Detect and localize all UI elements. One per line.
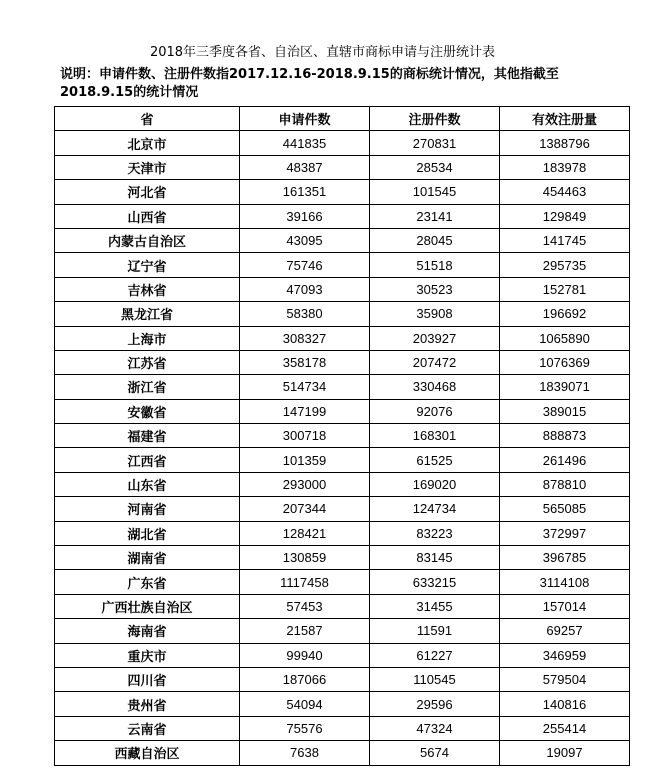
registrations-cell: 51518 — [370, 253, 500, 277]
registrations-cell: 5674 — [370, 741, 500, 765]
applications-cell: 207344 — [240, 497, 370, 521]
province-cell: 北京市 — [55, 131, 240, 155]
province-cell: 浙江省 — [55, 375, 240, 399]
province-cell: 黑龙江省 — [55, 302, 240, 326]
registrations-cell: 47324 — [370, 716, 500, 740]
valid-registrations-cell: 152781 — [500, 277, 630, 301]
table-row — [55, 350, 630, 374]
province-cell: 重庆市 — [55, 643, 240, 667]
province-cell: 湖北省 — [55, 521, 240, 545]
applications-cell: 75746 — [240, 253, 370, 277]
applications-cell: 161351 — [240, 180, 370, 204]
valid-registrations-cell: 3114108 — [500, 570, 630, 594]
valid-registrations-cell: 140816 — [500, 692, 630, 716]
applications-cell: 293000 — [240, 472, 370, 496]
statistics-table — [54, 106, 630, 766]
header-registrations: 注册件数 — [370, 107, 500, 131]
registrations-cell: 83145 — [370, 546, 500, 570]
registrations-cell: 83223 — [370, 521, 500, 545]
province-cell: 贵州省 — [55, 692, 240, 716]
registrations-cell: 270831 — [370, 131, 500, 155]
registrations-cell: 11591 — [370, 619, 500, 643]
registrations-cell: 633215 — [370, 570, 500, 594]
registrations-cell: 31455 — [370, 594, 500, 618]
registrations-cell: 35908 — [370, 302, 500, 326]
province-cell: 西藏自治区 — [55, 741, 240, 765]
table-row — [55, 716, 630, 740]
province-cell: 福建省 — [55, 424, 240, 448]
table-row — [55, 448, 630, 472]
valid-registrations-cell: 1065890 — [500, 326, 630, 350]
applications-cell: 57453 — [240, 594, 370, 618]
registrations-cell: 124734 — [370, 497, 500, 521]
table-row — [55, 204, 630, 228]
valid-registrations-cell: 1839071 — [500, 375, 630, 399]
applications-cell: 101359 — [240, 448, 370, 472]
registrations-cell: 169020 — [370, 472, 500, 496]
registrations-cell: 330468 — [370, 375, 500, 399]
table-row — [55, 570, 630, 594]
province-cell: 山东省 — [55, 472, 240, 496]
table-row — [55, 521, 630, 545]
applications-cell: 130859 — [240, 546, 370, 570]
registrations-cell: 61227 — [370, 643, 500, 667]
registrations-cell: 207472 — [370, 350, 500, 374]
valid-registrations-cell: 454463 — [500, 180, 630, 204]
table-note: 说明：申请件数、注册件数指2017.12.16-2018.9.15的商标统计情况，其他指截至2018.9.15的统计情况 — [60, 67, 559, 100]
applications-cell: 99940 — [240, 643, 370, 667]
table-row — [55, 253, 630, 277]
registrations-cell: 110545 — [370, 667, 500, 691]
applications-cell: 39166 — [240, 204, 370, 228]
registrations-cell: 30523 — [370, 277, 500, 301]
table-row — [55, 228, 630, 252]
table-row — [55, 326, 630, 350]
applications-cell: 54094 — [240, 692, 370, 716]
province-cell: 河北省 — [55, 180, 240, 204]
valid-registrations-cell: 346959 — [500, 643, 630, 667]
applications-cell: 514734 — [240, 375, 370, 399]
table-row — [55, 692, 630, 716]
table-row — [55, 643, 630, 667]
applications-cell: 441835 — [240, 131, 370, 155]
table-row — [55, 546, 630, 570]
applications-cell: 75576 — [240, 716, 370, 740]
valid-registrations-cell: 565085 — [500, 497, 630, 521]
valid-registrations-cell: 196692 — [500, 302, 630, 326]
header-province: 省 — [55, 107, 240, 131]
registrations-cell: 23141 — [370, 204, 500, 228]
registrations-cell: 29596 — [370, 692, 500, 716]
province-cell: 上海市 — [55, 326, 240, 350]
table-row — [55, 155, 630, 179]
registrations-cell: 101545 — [370, 180, 500, 204]
valid-registrations-cell: 129849 — [500, 204, 630, 228]
registrations-cell: 92076 — [370, 399, 500, 423]
province-cell: 内蒙古自治区 — [55, 228, 240, 252]
applications-cell: 1117458 — [240, 570, 370, 594]
registrations-cell: 28534 — [370, 155, 500, 179]
province-cell: 江西省 — [55, 448, 240, 472]
province-cell: 吉林省 — [55, 277, 240, 301]
valid-registrations-cell: 389015 — [500, 399, 630, 423]
province-cell: 广东省 — [55, 570, 240, 594]
valid-registrations-cell: 19097 — [500, 741, 630, 765]
table-row — [55, 277, 630, 301]
table-row — [55, 667, 630, 691]
table-row — [55, 497, 630, 521]
applications-cell: 187066 — [240, 667, 370, 691]
applications-cell: 300718 — [240, 424, 370, 448]
province-cell: 云南省 — [55, 716, 240, 740]
valid-registrations-cell: 261496 — [500, 448, 630, 472]
applications-cell: 308327 — [240, 326, 370, 350]
valid-registrations-cell: 888873 — [500, 424, 630, 448]
table-row — [55, 302, 630, 326]
registrations-cell: 61525 — [370, 448, 500, 472]
province-cell: 河南省 — [55, 497, 240, 521]
valid-registrations-cell: 878810 — [500, 472, 630, 496]
applications-cell: 358178 — [240, 350, 370, 374]
table-row — [55, 399, 630, 423]
applications-cell: 128421 — [240, 521, 370, 545]
table-row — [55, 594, 630, 618]
province-cell: 江苏省 — [55, 350, 240, 374]
table-row — [55, 741, 630, 765]
province-cell: 四川省 — [55, 667, 240, 691]
province-cell: 安徽省 — [55, 399, 240, 423]
applications-cell: 48387 — [240, 155, 370, 179]
valid-registrations-cell: 396785 — [500, 546, 630, 570]
registrations-cell: 168301 — [370, 424, 500, 448]
valid-registrations-cell: 69257 — [500, 619, 630, 643]
province-cell: 湖南省 — [55, 546, 240, 570]
applications-cell: 43095 — [240, 228, 370, 252]
valid-registrations-cell: 295735 — [500, 253, 630, 277]
header-valid-registrations: 有效注册量 — [500, 107, 630, 131]
applications-cell: 7638 — [240, 741, 370, 765]
province-cell: 山西省 — [55, 204, 240, 228]
registrations-cell: 203927 — [370, 326, 500, 350]
header-row — [55, 107, 630, 131]
applications-cell: 21587 — [240, 619, 370, 643]
applications-cell: 147199 — [240, 399, 370, 423]
valid-registrations-cell: 372997 — [500, 521, 630, 545]
applications-cell: 47093 — [240, 277, 370, 301]
header-applications: 申请件数 — [240, 107, 370, 131]
table-body — [55, 131, 630, 765]
table-row — [55, 472, 630, 496]
valid-registrations-cell: 579504 — [500, 667, 630, 691]
province-cell: 广西壮族自治区 — [55, 594, 240, 618]
table-row — [55, 131, 630, 155]
valid-registrations-cell: 157014 — [500, 594, 630, 618]
valid-registrations-cell: 183978 — [500, 155, 630, 179]
province-cell: 辽宁省 — [55, 253, 240, 277]
table-row — [55, 180, 630, 204]
province-cell: 天津市 — [55, 155, 240, 179]
registrations-cell: 28045 — [370, 228, 500, 252]
applications-cell: 58380 — [240, 302, 370, 326]
table-row — [55, 619, 630, 643]
table-title: 2018年三季度各省、自治区、直辖市商标申请与注册统计表 — [149, 45, 496, 60]
valid-registrations-cell: 1076369 — [500, 350, 630, 374]
valid-registrations-cell: 141745 — [500, 228, 630, 252]
table-row — [55, 375, 630, 399]
province-cell: 海南省 — [55, 619, 240, 643]
valid-registrations-cell: 1388796 — [500, 131, 630, 155]
table-row — [55, 424, 630, 448]
valid-registrations-cell: 255414 — [500, 716, 630, 740]
